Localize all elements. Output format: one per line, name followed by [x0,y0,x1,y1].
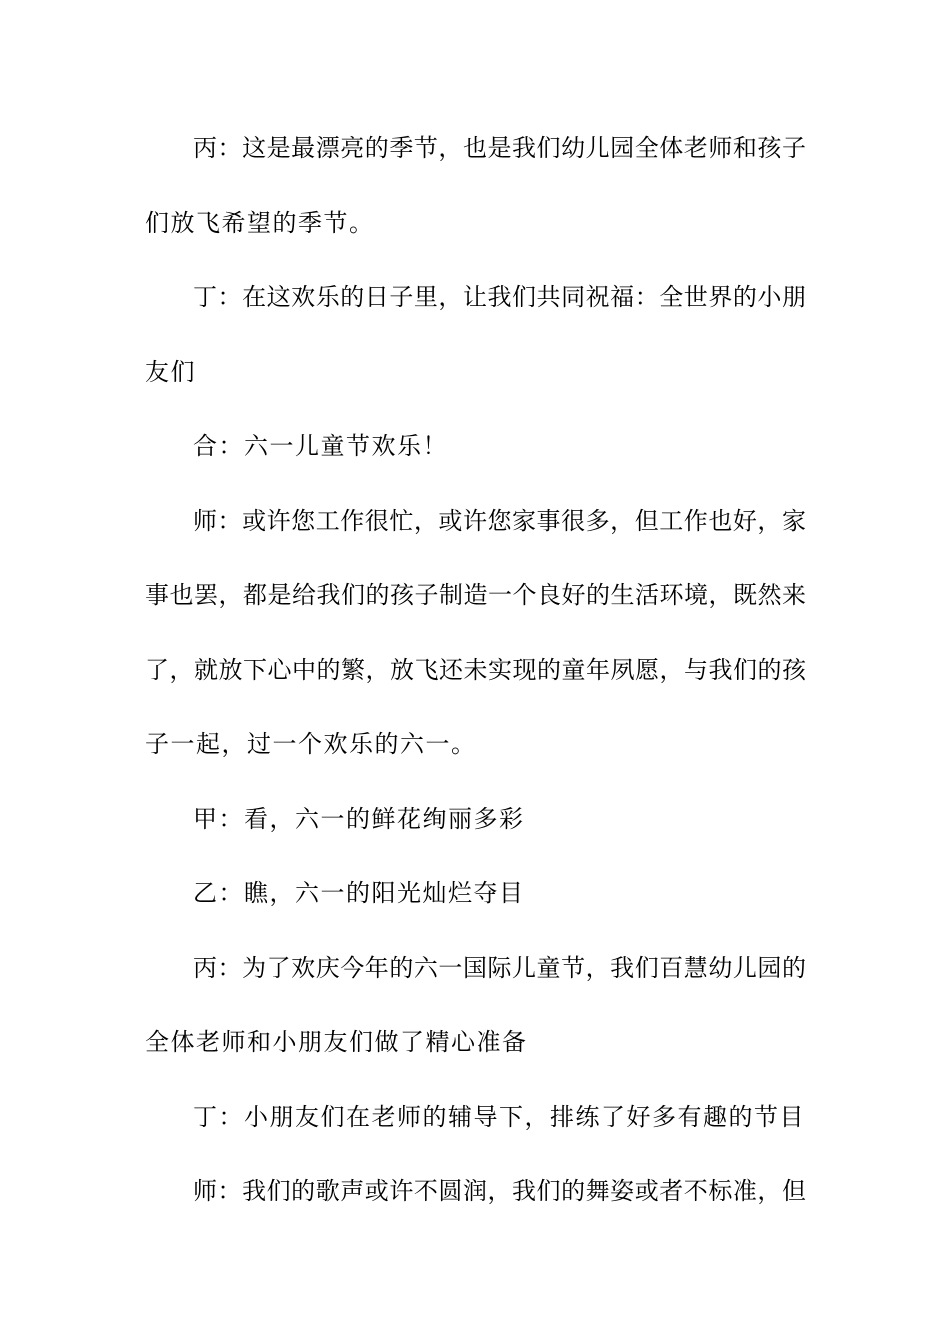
text-line: 丁：在这欢乐的日子里，让我们共同祝福：全世界的小朋 [193,283,807,311]
text-line: 事也罢，都是给我们的孩子制造一个良好的生活环境，既然来 [145,581,807,609]
text-line: 丙：这是最漂亮的季节，也是我们幼儿园全体老师和孩子 [193,134,807,162]
text-line: 了，就放下心中的繁，放飞还未实现的童年夙愿，与我们的孩 [145,655,807,684]
text-line: 友们 [145,357,196,386]
text-line: 们放飞希望的季节。 [145,208,375,237]
text-line: 全体老师和小朋友们做了精心准备 [145,1028,528,1056]
text-line: 乙：瞧，六一的阳光灿烂夺目 [193,879,525,907]
text-line: 师：我们的歌声或许不圆润，我们的舞姿或者不标准，但 [193,1177,807,1205]
text-line: 子一起，过一个欢乐的六一。 [145,730,477,758]
document-body [145,128,807,1246]
text-line: 师：或许您工作很忙，或许您家事很多，但工作也好，家 [193,506,807,535]
text-line: 丙：为了欢庆今年的六一国际儿童节，我们百慧幼儿园的 [193,953,807,982]
text-line: 甲：看，六一的鲜花绚丽多彩 [193,804,525,833]
text-line: 丁：小朋友们在老师的辅导下，排练了好多有趣的节目 [193,1102,805,1131]
text-line: 合：六一儿童节欢乐！ [193,432,448,460]
